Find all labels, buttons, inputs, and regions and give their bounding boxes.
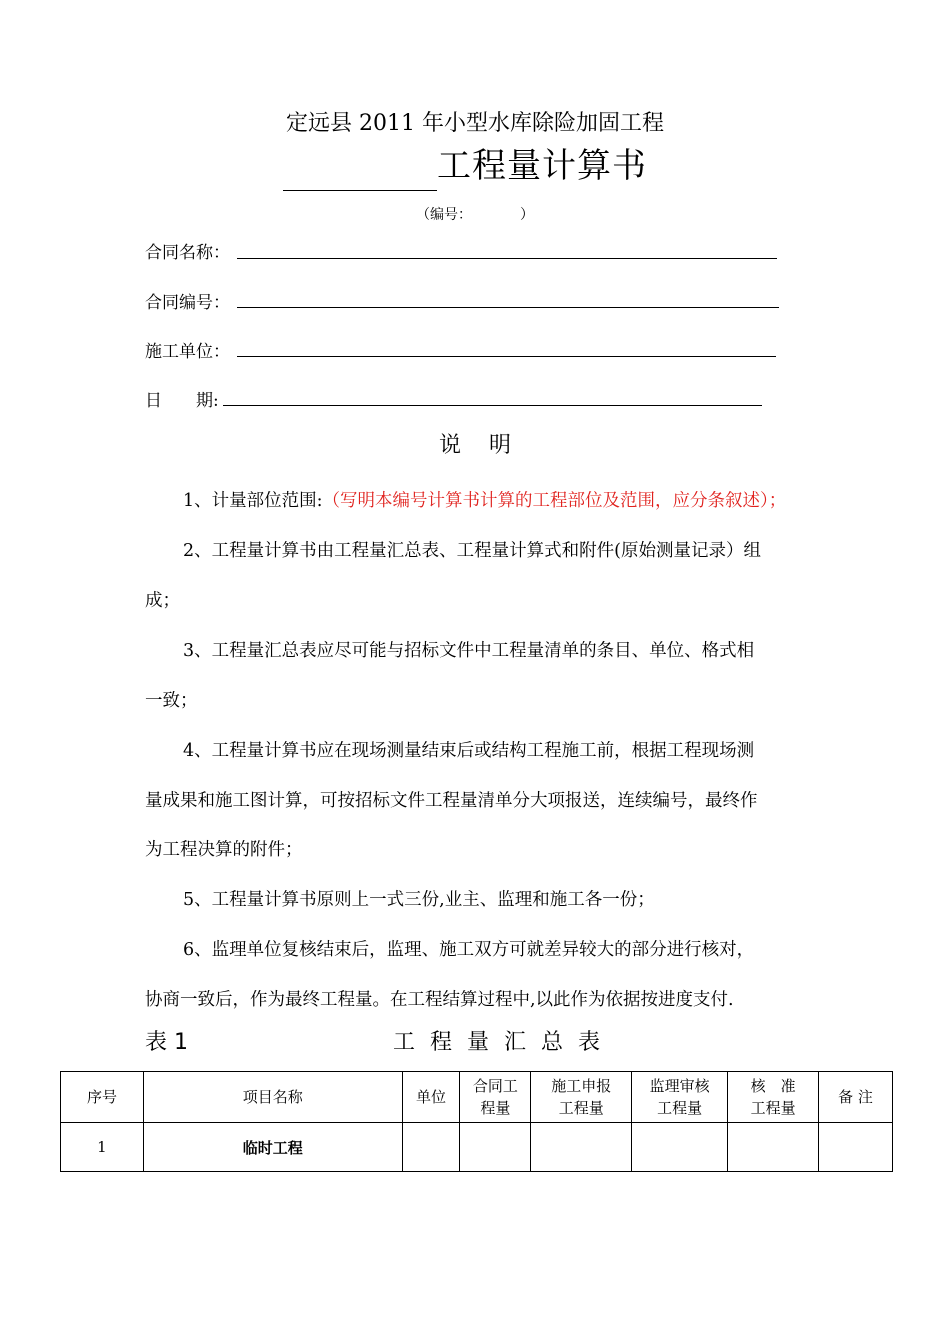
table-row <box>61 1123 893 1172</box>
header-contract-qty-line-1: 合同工 <box>472 1077 518 1095</box>
header-applied-qty-line-1: 施工申报 <box>551 1077 612 1095</box>
note-item-2-line-2: 成； <box>145 591 180 611</box>
row-contract-qty[interactable] <box>460 1123 531 1172</box>
note-item-1-hint: （写明本编号计算书计算的工程部位及范围，应分条叙述）； <box>322 491 787 511</box>
note-item-2-line-1: 2、工程量计算书由工程量汇总表、工程量计算式和附件(原始测量记录）组 <box>183 541 761 561</box>
table-title: 工程量汇总表 <box>393 1030 616 1055</box>
row-approved-qty[interactable] <box>728 1123 819 1172</box>
header-item-name: 项目名称 <box>143 1072 402 1123</box>
contractor-field[interactable] <box>237 356 776 357</box>
header-applied-qty <box>531 1072 632 1123</box>
serial-close: ） <box>520 207 534 223</box>
row-seq: 1 <box>61 1123 144 1172</box>
header-approved-qty-line-1: 核 准 <box>750 1077 796 1095</box>
title-underline <box>283 190 437 191</box>
summary-table <box>60 1071 893 1172</box>
contract-name-field[interactable] <box>237 258 777 259</box>
header-applied-qty-line-2: 工程量 <box>558 1099 604 1117</box>
row-applied-qty[interactable] <box>531 1123 632 1172</box>
field-label-contractor: 施工单位： <box>145 342 230 362</box>
header-remark: 备 注 <box>819 1072 893 1123</box>
table-label: 表 1 <box>145 1030 188 1055</box>
section-title: 说明 <box>438 433 539 458</box>
serial-label: （编号： <box>416 207 472 223</box>
header-approved-qty-line-2: 工程量 <box>750 1099 796 1117</box>
table-header-row <box>61 1072 893 1123</box>
contract-number-field[interactable] <box>237 307 779 308</box>
header-reviewed-qty-line-1: 监理审核 <box>649 1077 710 1095</box>
row-remark[interactable] <box>819 1123 893 1172</box>
note-item-4-line-2: 量成果和施工图计算，可按招标文件工程量清单分大项报送，连续编号，最终作 <box>145 791 758 811</box>
header-seq: 序号 <box>61 1072 144 1123</box>
row-unit[interactable] <box>402 1123 460 1172</box>
note-item-5: 5、工程量计算书原则上一式三份,业主、监理和施工各一份； <box>183 890 655 910</box>
date-field[interactable] <box>223 405 762 406</box>
header-unit: 单位 <box>402 1072 460 1123</box>
serial-number <box>0 204 950 224</box>
field-label-contract-number: 合同编号： <box>145 293 230 313</box>
note-item-3-line-1: 3、工程量汇总表应尽可能与招标文件中工程量清单的条目、单位、格式相 <box>183 641 755 661</box>
header-reviewed-qty <box>632 1072 728 1123</box>
note-item-3-line-2: 一致； <box>145 691 198 711</box>
row-item-name: 临时工程 <box>143 1123 402 1172</box>
field-label-date: 日 期: <box>145 391 219 411</box>
note-item-6-line-2: 协商一致后，作为最终工程量。在工程结算过程中,以此作为依据按进度支付. <box>145 990 734 1010</box>
note-item-4-line-1: 4、工程量计算书应在现场测量结束后或结构工程施工前，根据工程现场测 <box>183 741 755 761</box>
document-title: 工程量计算书 <box>437 146 647 186</box>
note-item-6-line-1: 6、监理单位复核结束后，监理、施工双方可就差异较大的部分进行核对， <box>183 940 755 960</box>
header-contract-qty <box>460 1072 531 1123</box>
note-item-1-prefix: 1、计量部位范围: <box>183 491 323 511</box>
header-contract-qty-line-2: 程量 <box>480 1099 511 1117</box>
header-reviewed-qty-line-2: 工程量 <box>657 1099 703 1117</box>
note-item-1 <box>183 487 786 512</box>
row-reviewed-qty[interactable] <box>632 1123 728 1172</box>
field-label-contract-name: 合同名称： <box>145 243 230 263</box>
project-title: 定远县 2011 年小型水库除险加固工程 <box>286 111 664 136</box>
note-item-4-line-3: 为工程决算的附件； <box>145 840 303 860</box>
header-approved-qty <box>728 1072 819 1123</box>
